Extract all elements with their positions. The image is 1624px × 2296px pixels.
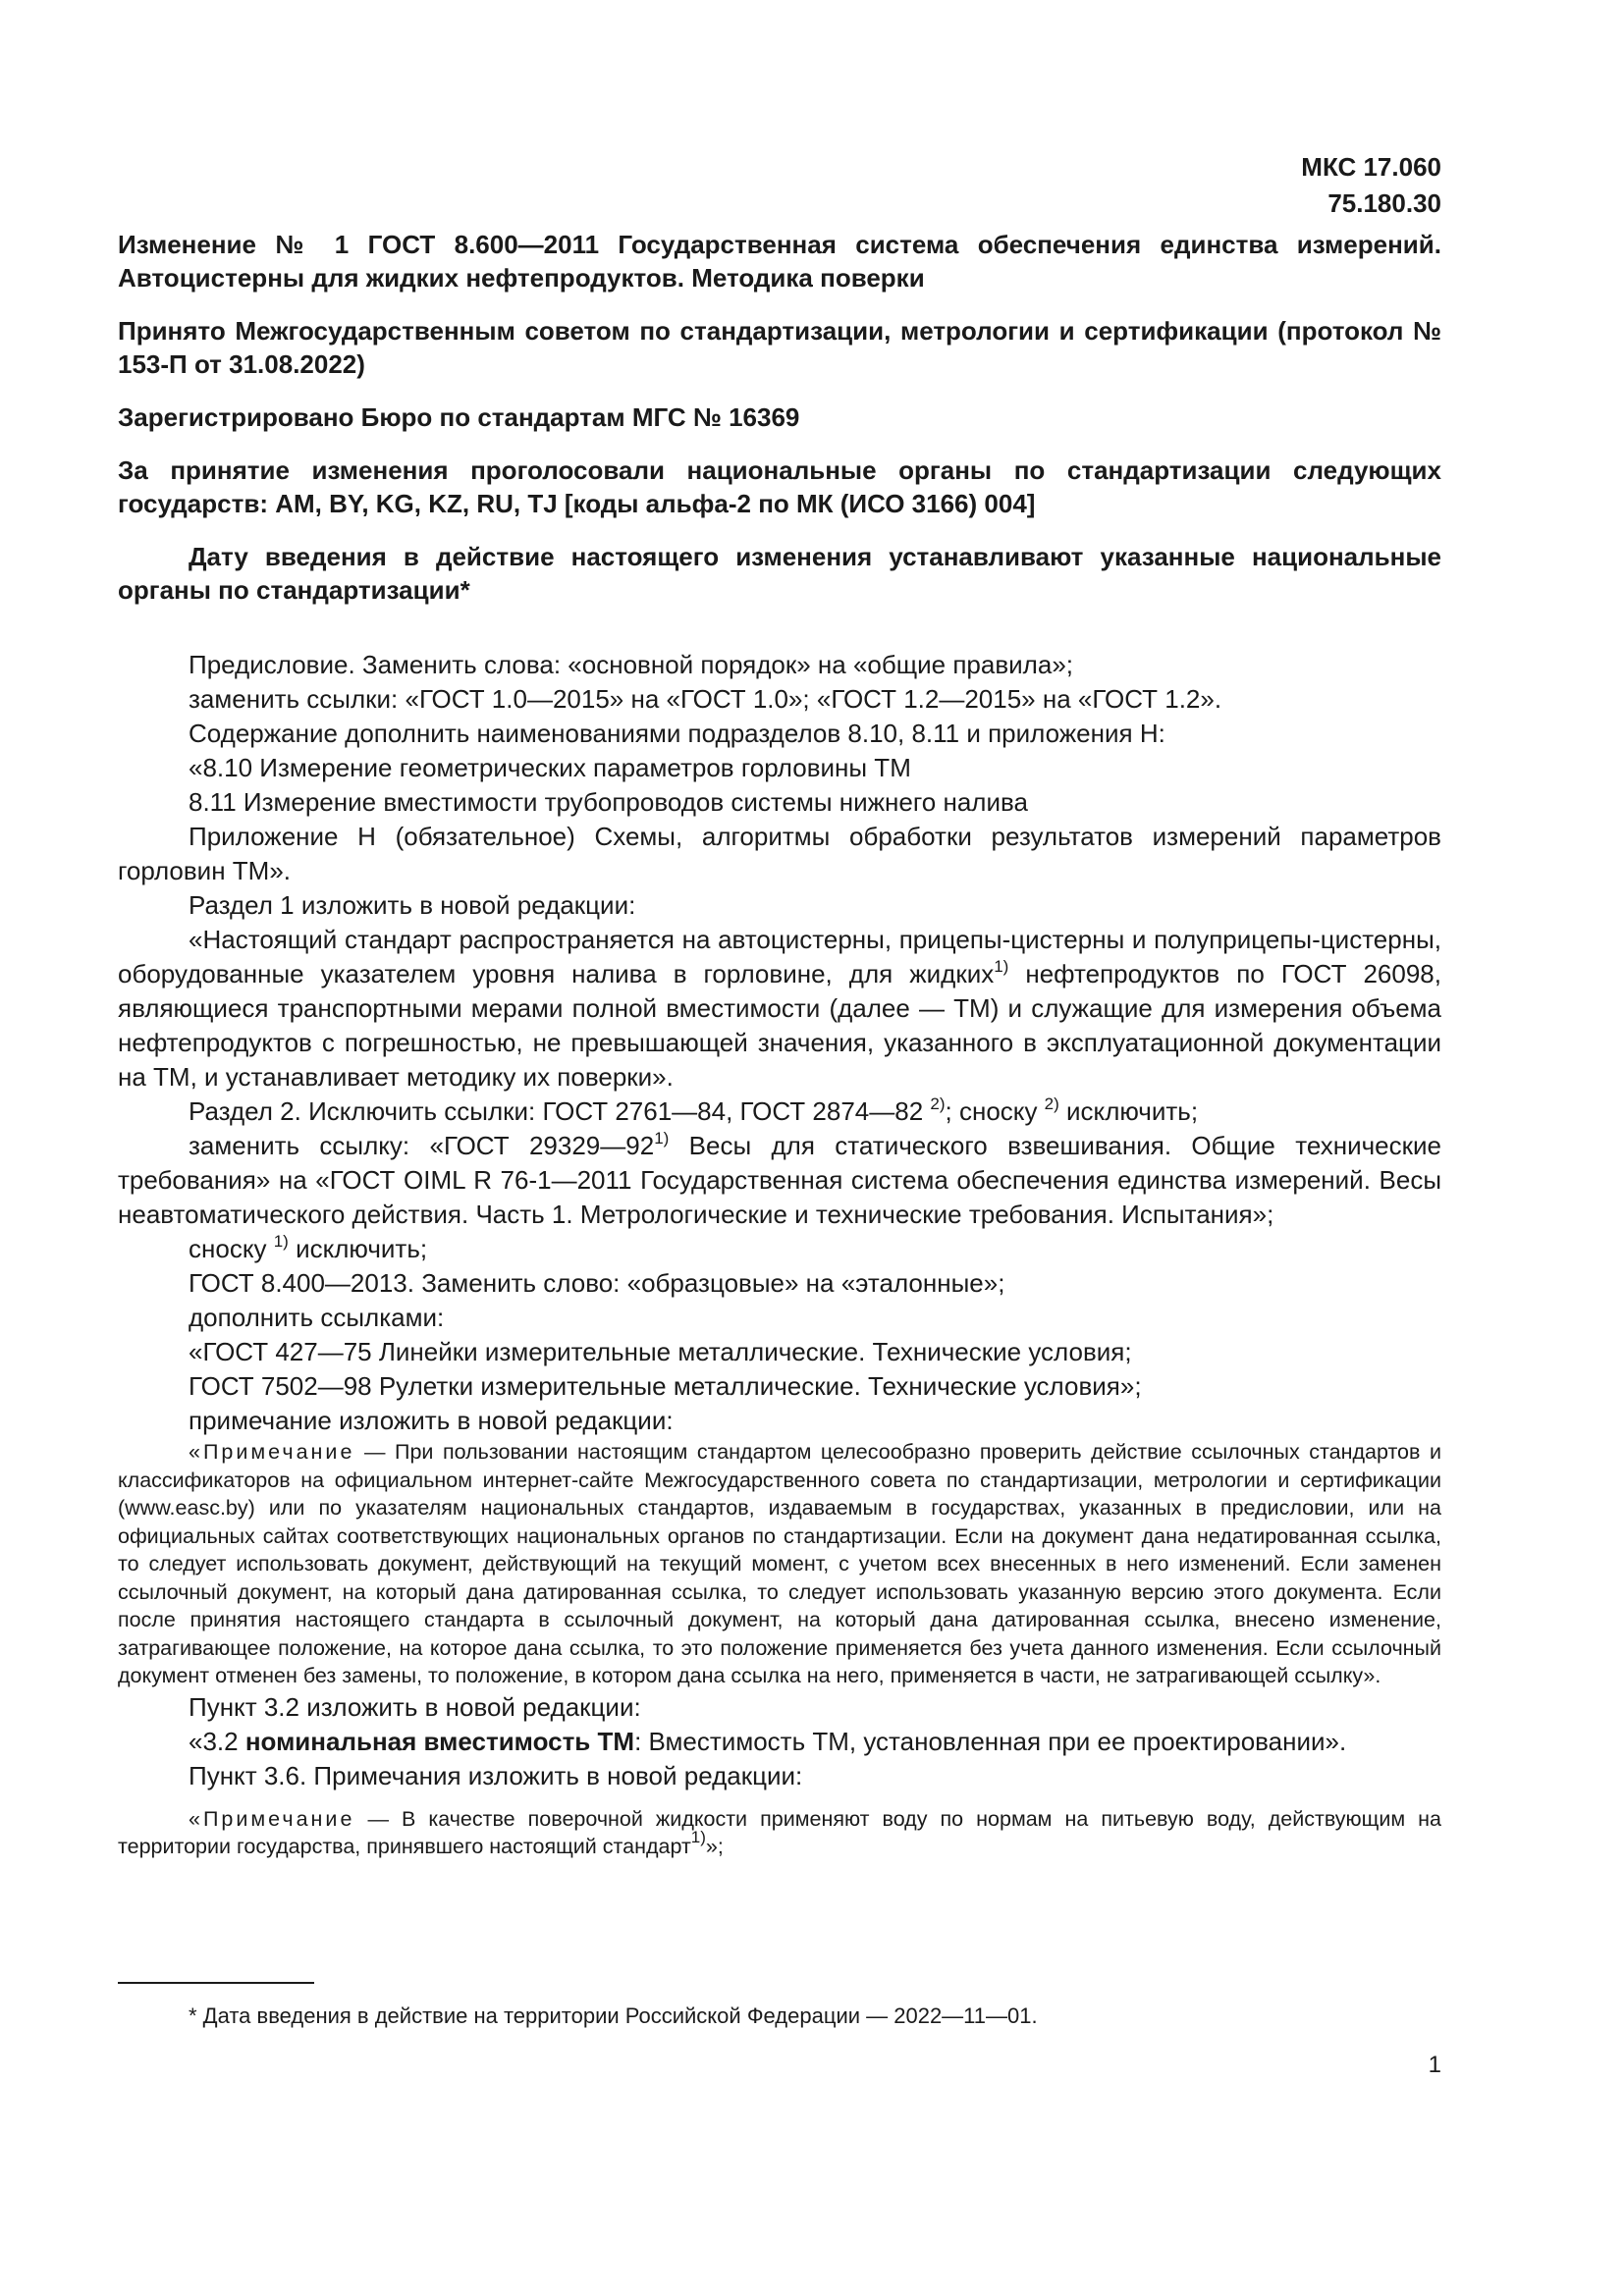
paragraph: ГОСТ 7502—98 Рулетки измерительные металлические. Технические условия»; [189, 1371, 1142, 1401]
paragraph: дополнить ссылками: [189, 1303, 445, 1332]
paragraph: сноску $^{1)}$ исключить; [189, 1232, 428, 1263]
registration-statement: Зарегистрировано Бюро по стандартам МГС № 16369 [118, 402, 800, 432]
footnote-ref: 1) [994, 957, 1009, 976]
note-label: «Примечание [189, 1806, 355, 1831]
paragraph: Раздел 1 изложить в новой редакции: [189, 890, 636, 920]
note-block: «Примечание — В качестве поверочной жидкости применяют воду по нормам на питьевую воду, действующим на территории государства, принявшего настоящий стандарт$^{1)}$»; [118, 1806, 1441, 1858]
paragraph: Предисловие. Заменить слова: «основной порядок» на «общие правила»; [189, 650, 1073, 679]
footnote-divider [118, 1982, 314, 1984]
voting-statement: За принятие изменения проголосовали национальные органы по стандартизации следующих государств: AM, BY, KG, KZ, RU, TJ [коды альфа-2 по МК (ИСО 3166) 004] [118, 455, 1441, 518]
paragraph: Раздел 2. Исключить ссылки: ГОСТ 2761—84, ГОСТ 2874—82 $^{2)}$; сноску $^{2)}$ исключить; [189, 1095, 1199, 1126]
footnote-ref: 2) [1044, 1095, 1059, 1113]
paragraph: Содержание дополнить наименованиями подразделов 8.10, 8.11 и приложения Н: [189, 719, 1165, 748]
paragraph-definition: «3.2 номинальная вместимость ТМ: Вместимость ТМ, установленная при ее проектировании». [189, 1726, 1347, 1756]
mks-classification [1301, 149, 1441, 222]
defined-term: номинальная вместимость ТМ [244, 1726, 635, 1756]
amendment-body [118, 648, 1441, 1861]
mks-code-1: МКС 17.060 [1301, 152, 1441, 182]
footnote-ref: 1) [690, 1828, 706, 1846]
introduction-date-statement: Дату введения в действие настоящего изменения устанавливают указанные национальные органы по стандартизации* [118, 542, 1441, 605]
page-number: 1 [1428, 2052, 1441, 2078]
paragraph: «ГОСТ 427—75 Линейки измерительные металлические. Технические условия; [189, 1337, 1132, 1366]
paragraph: Приложение Н (обязательное) Схемы, алгоритмы обработки результатов измерений параметров горловин ТМ». [118, 822, 1441, 885]
paragraph: примечание изложить в новой редакции: [189, 1406, 674, 1435]
paragraph: Пункт 3.6. Примечания изложить в новой редакции: [189, 1760, 803, 1790]
footnote-ref: 2) [930, 1095, 946, 1113]
paragraph: 8.11 Измерение вместимости трубопроводов системы нижнего налива [189, 787, 1028, 817]
paragraph: «8.10 Измерение геометрических параметров горловины ТМ [189, 753, 911, 782]
adopted-statement: Принято Межгосударственным советом по стандартизации, метрологии и сертификации (протокол № 153-П от 31.08.2022) [118, 316, 1441, 379]
footnote-ref: 1) [273, 1232, 289, 1251]
footnote: * Дата введения в действие на территории Российской Федерации — 2022—11—01. [189, 2003, 1038, 2028]
paragraph: Пункт 3.2 изложить в новой редакции: [189, 1691, 641, 1722]
note-block: «Примечание — При пользовании настоящим стандартом целесообразно проверить действие ссылочных стандартов и классификаторов на официальном интернет-сайте Межгосударственного совета по стандартизации, метрологии и сертификации (www.easc.by) или по указателям национальных стандартов, издаваемым в государствах, указанных в предисловии, или на официальных сайтах соответствующих национальных органов по стандартизации. Если на документ дана недатированная ссылка, то следует использовать документ, действующий на текущий момент, с учетом всех внесенных в него изменений. Если заменен ссылочный документ, на который дана датированная ссылка, то следует использовать указанную версию этого документа. Если после принятия настоящего стандарта в ссылочный документ, на который дана датированная ссылка, внесено изменение, затрагивающее положение, на которое дана ссылка, то это положение применяется без учета данного изменения. Если ссылочный документ отменен без замены, то положение, в котором дана ссылка на него, применяется в части, не затрагивающей ссылку». [118, 1440, 1441, 1687]
footnote-ref: 1) [654, 1129, 670, 1148]
document-content [118, 228, 1441, 1861]
note-label: «Примечание [189, 1440, 355, 1464]
paragraph: ГОСТ 8.400—2013. Заменить слово: «образцовые» на «эталонные»; [189, 1268, 1005, 1298]
amendment-title: Изменение № 1 ГОСТ 8.600—2011 Государственная система обеспечения единства измерений. Автоцистерны для жидких нефтепродуктов. Методика поверки [118, 230, 1441, 293]
paragraph: заменить ссылку: «ГОСТ 29329—92$^{1)}$ Весы для статического взвешивания. Общие технические требования» на «ГОСТ OIML R 76-1—2011 Государственная система обеспечения единства измерений. Весы неавтоматического действия. Часть 1. Метрологические и технические требования. Испытания»; [118, 1129, 1441, 1229]
mks-code-2: 75.180.30 [1327, 188, 1441, 218]
paragraph-scope: «Настоящий стандарт распространяется на автоцистерны, прицепы-цистерны и полуприцепы-цистерны, оборудованные указателем уровня налива в горловине, для жидких$^{1)}$ нефтепродуктов по ГОСТ 26098, являющиеся транспортными мерами полной вместимости (далее — ТМ) и служащие для измерения объема нефтепродуктов с погрешностью, не превышающей значения, указанного в эксплуатационной документации на ТМ, и устанавливает методику их поверки». [118, 925, 1441, 1092]
paragraph: заменить ссылки: «ГОСТ 1.0—2015» на «ГОСТ 1.0»; «ГОСТ 1.2—2015» на «ГОСТ 1.2». [189, 684, 1222, 714]
